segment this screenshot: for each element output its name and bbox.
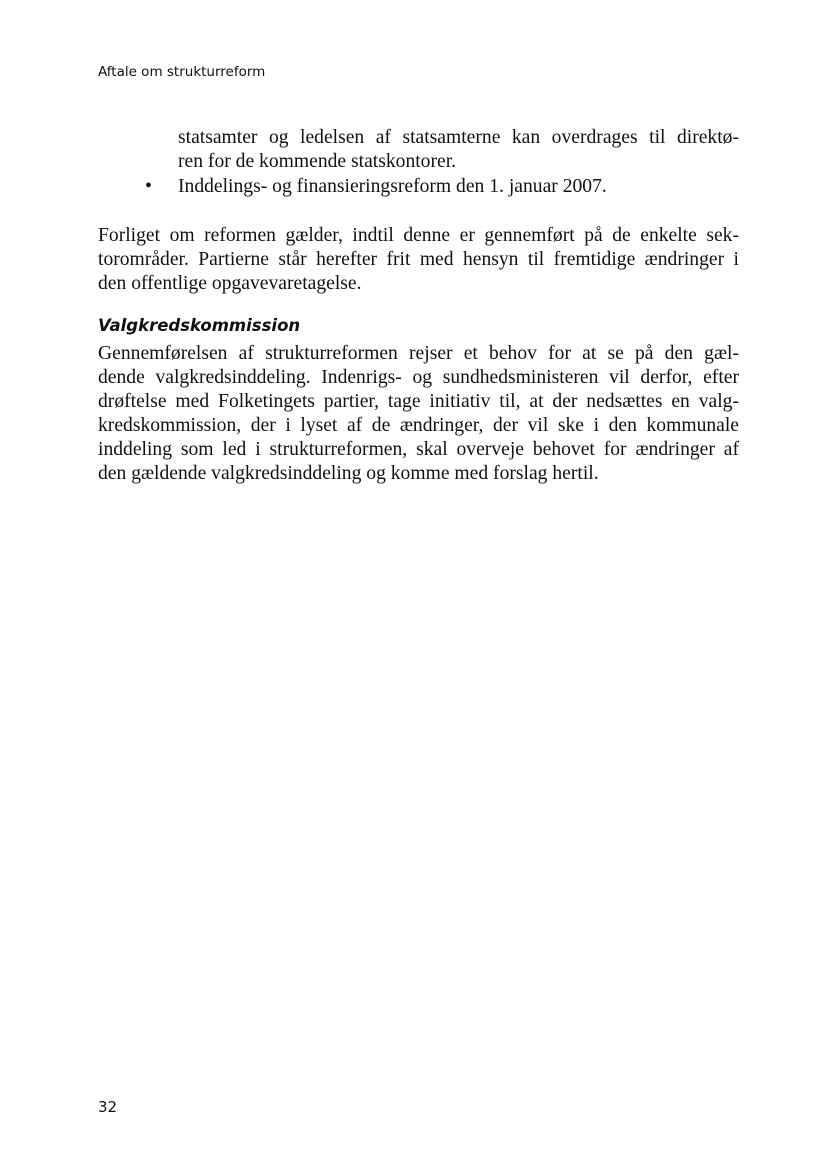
running-header: Aftale om strukturreform — [98, 64, 266, 80]
text-line: den offentlige opgavevaretagelse. — [98, 273, 362, 294]
bullet-marker: • — [145, 176, 152, 197]
text-line: den gældende valgkredsinddeling og komme med forslag hertil. — [98, 463, 599, 484]
bullet-text: Inddelings- og finansieringsreform den 1. januar 2007. — [178, 176, 607, 197]
text-line: ren for de kommende statskontorer. — [178, 151, 457, 172]
section-paragraph — [98, 342, 739, 486]
text-line: drøftelse med Folketingets partier, tage initiativ til, at der nedsættes en valg- — [98, 391, 739, 412]
text-line: kredskommission, der i lyset af de ændringer, der vil ske i den kommunale — [98, 415, 739, 436]
text-line: torområder. Partierne står herefter frit med hensyn til fremtidige ændringer i — [98, 249, 739, 270]
continued-paragraph — [178, 126, 739, 174]
text-line: inddeling som led i strukturreformen, skal overveje behovet for ændringer af — [98, 439, 739, 460]
text-line: statsamter og ledelsen af statsamterne kan overdrages til direktø- — [178, 127, 739, 148]
text-line: dende valgkredsinddeling. Indenrigs- og sundhedsministeren vil derfor, efter — [98, 367, 739, 388]
page-number: 32 — [98, 1098, 118, 1116]
paragraph — [98, 224, 739, 296]
text-line: Forliget om reformen gælder, indtil denne er gennemført på de enkelte sek- — [98, 225, 739, 246]
section-heading: Valgkredskommission — [98, 316, 301, 335]
text-line: Gennemførelsen af strukturreformen rejser et behov for at se på den gæl- — [98, 343, 739, 364]
